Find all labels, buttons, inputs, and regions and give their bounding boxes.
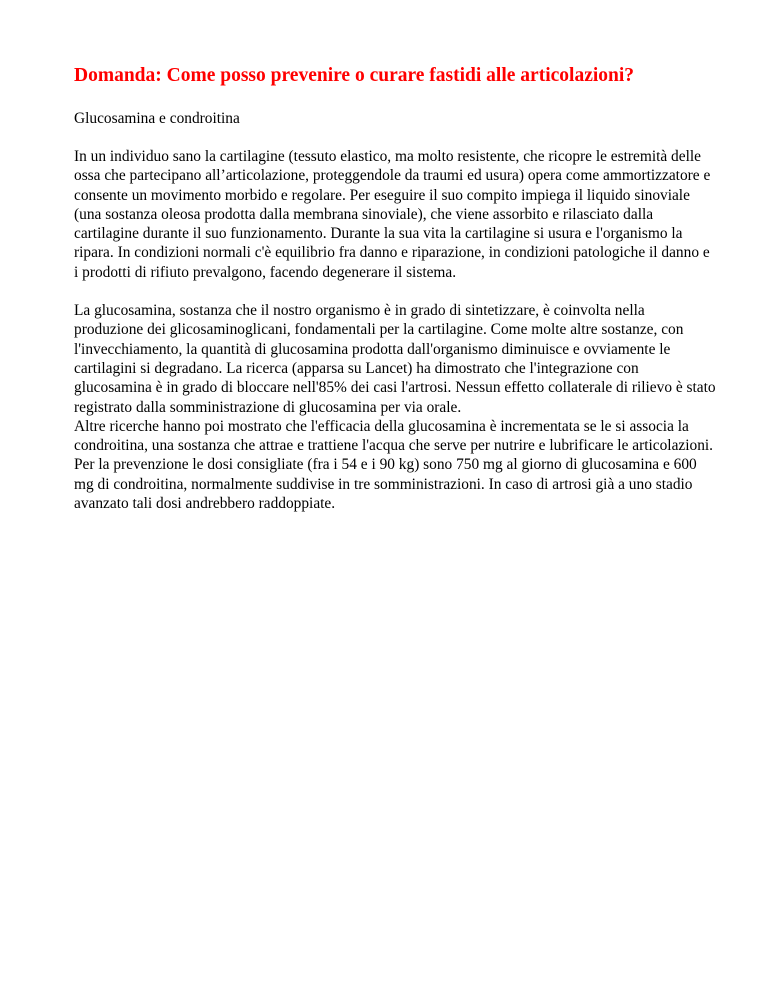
- paragraph-glucosamine: La glucosamina, sostanza che il nostro organismo è in grado di sintetizzare, è coinvolta nella produzione dei glicosaminoglicani, fondamentali per la cartilagine. Come molte altre sostanze, con l'invecchiamento, la quantità di glucosamina prodotta dall'organismo diminuisce e ovviamente le cartilagini si degradano. La ricerca (apparsa su Lancet) ha dimostrato che l'integrazione con glucosamina è in grado di bloccare nell'85% dei casi l'artrosi. Nessun effetto collaterale di rilievo è stato registrato dalla somministrazione di glucosamina per via orale.: [74, 302, 716, 416]
- question-title: Domanda: Come posso prevenire o curare fastidi alle articolazioni?: [74, 65, 635, 86]
- paragraph-cartilage: In un individuo sano la cartilagine (tessuto elastico, ma molto resistente, che ricopre le estremità delle ossa che partecipano all’articolazione, proteggendole da traumi ed usura) opera come ammortizzatore e consente un movimento morbido e regolare. Per eseguire il suo compito impiega il liquido sinoviale (una sostanza oleosa prodotta dalla membrana sinoviale), che viene assorbito e rilasciato dalla cartilagine durante il suo funzionamento. Durante la sua vita la cartilagine si usura e l'organismo la ripara. In condizioni normali c'è equilibrio fra danno e riparazione, in condizioni patologiche il danno e i prodotti di rifiuto prevalgono, facendo degenerare il sistema.: [74, 148, 711, 281]
- paragraph-dosage: Per la prevenzione le dosi consigliate (fra i 54 e i 90 kg) sono 750 mg al giorno di glucosamina e 600 mg di condroitina, normalmente suddivise in tre somministrazioni. In caso di artrosi già a uno stadio avanzato tali dosi andrebbero raddoppiate.: [74, 456, 697, 513]
- topic-heading: Glucosamina e condroitina: [74, 110, 240, 127]
- paragraph-chondroitin: Altre ricerche hanno poi mostrato che l'efficacia della glucosamina è incrementata se le si associa la condroitina, una sostanza che attrae e trattiene l'acqua che serve per nutrire e lubrificare le articolazioni.: [74, 417, 714, 455]
